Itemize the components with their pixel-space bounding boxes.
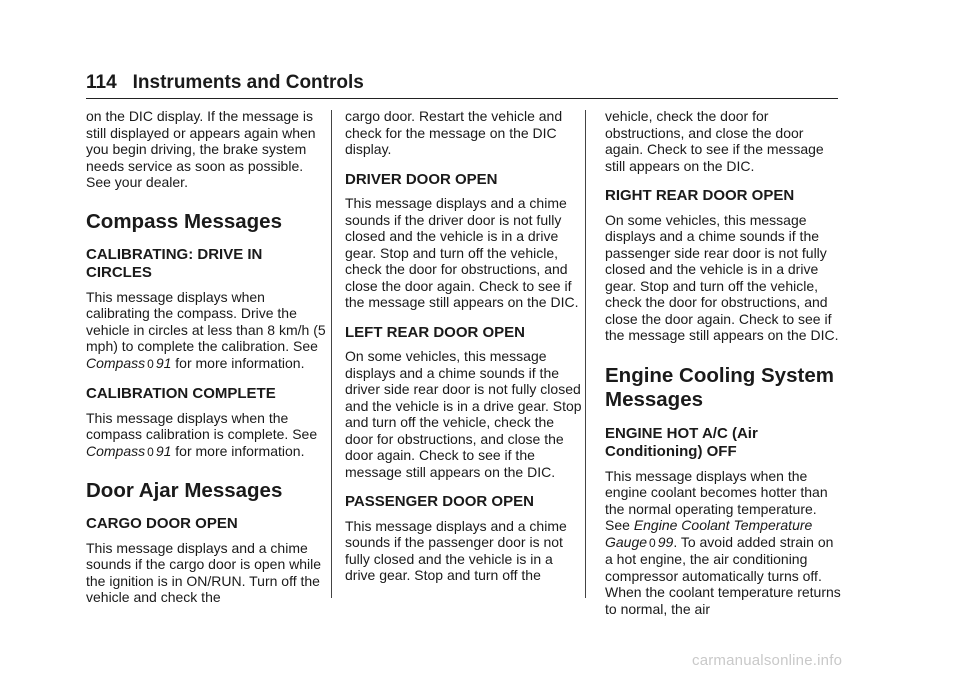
complete-tail: for more information. [175,442,305,459]
heading-calibrating: CALIBRATING: DRIVE IN CIRCLES [86,245,263,281]
heading-calibration-complete: CALIBRATION COMPLETE [86,385,276,402]
compass-page-link[interactable]: 91 [155,442,172,459]
complete-body: This message displays when the compass calibration is complete. [86,409,289,442]
compass-link[interactable]: Compass [86,354,146,371]
heading-passenger-door-open: PASSENGER DOOR OPEN [345,493,534,510]
page-ref-icon: 0 [649,535,656,550]
paragraph-calibrating [86,289,326,373]
page-ref-icon: 0 [147,356,154,371]
column-2 [345,108,585,584]
page-section-title: Instruments and Controls [132,72,364,93]
see-label: See [605,517,630,533]
paragraph-calibration-complete [86,410,326,461]
column-1 [86,108,326,606]
heading-driver-door-open: DRIVER DOOR OPEN [345,170,498,188]
heading-compass-messages: Compass Messages [86,209,282,233]
paragraph-passenger-continued: vehicle, check the door for obstructions, and close the door again. Check to see if the message still appears on the DIC. [605,108,824,174]
paragraph-brake-continued: on the DIC display. If the message is still displayed or appears again when you begin driving, the brake system needs service as soon as possible. See your dealer. [86,108,316,190]
paragraph-engine-hot [605,468,845,618]
watermark: carmanualsonline.info [692,652,843,669]
engine-hot-body: This message displays when the engine coolant becomes hotter than the normal operating temperature. [605,467,828,517]
paragraph-cargo-door: This message displays and a chime sounds if the cargo door is open while the ignition is in ON/RUN. Turn off the vehicle and check the [86,539,322,605]
header-rule [86,98,838,99]
see-label: See [292,426,318,442]
page-number: 114 [86,72,117,93]
coolant-gauge-page-link[interactable]: 99 [657,533,674,550]
page-ref-icon: 0 [147,444,154,459]
column-divider-2 [585,110,586,598]
engine-hot-tail: . To avoid added strain on a hot engine, the air conditioning compressor automatically turns off. When the coolant temperature returns to normal, the air [605,533,841,617]
heading-engine-cooling-messages: Engine Cooling System Messages [605,363,834,411]
column-3 [605,108,845,617]
paragraph-passenger-door: This message displays and a chime sounds if the passenger door is not fully closed and the vehicle is in a drive gear. Stop and turn off the [345,517,567,583]
heading-engine-hot-ac-off: ENGINE HOT A/C (Air Conditioning) OFF [605,424,758,460]
page-header [86,71,838,95]
calibrating-body: This message displays when calibrating the compass. Drive the vehicle in circles at less than 8 km/h (5 mph) to complete the calibration. [86,288,326,354]
heading-left-rear-door-open: LEFT REAR DOOR OPEN [345,323,526,341]
compass-link[interactable]: Compass [86,442,146,459]
heading-door-ajar-messages: Door Ajar Messages [86,479,283,502]
coolant-gauge-link[interactable]: Engine Coolant Temperature Gauge [605,517,813,550]
heading-right-rear-door-open: RIGHT REAR DOOR OPEN [605,187,795,204]
calibrating-tail: for more information. [175,354,305,371]
column-divider-1 [331,110,332,598]
paragraph-cargo-continued: cargo door. Restart the vehicle and check for the message on the DIC display. [345,108,563,157]
paragraph-left-rear-door: On some vehicles, this message displays and a chime sounds if the driver side rear door is not fully closed and the vehicle is in a drive gear. Stop and turn off the vehicle, check the door for obstructions, and close the door again. Check to see if the message still appears on the DIC. [345,348,582,480]
paragraph-right-rear-door: On some vehicles, this message displays and a chime sounds if the passenger side rear door is not fully closed and the vehicle is in a drive gear. Stop and turn off the vehicle, check the door for obstructions, and close the door again. Check to see if the message still appears on the DIC. [605,211,839,343]
paragraph-driver-door: This message displays and a chime sounds if the driver door is not fully closed and the vehicle is in a drive gear. Stop and turn off the vehicle, check the door for obstructions, and close the door again. Check to see if the message still appears on the DIC. [345,195,579,310]
heading-cargo-door-open: CARGO DOOR OPEN [86,515,238,532]
see-label: See [293,338,318,354]
compass-page-link[interactable]: 91 [155,354,172,371]
